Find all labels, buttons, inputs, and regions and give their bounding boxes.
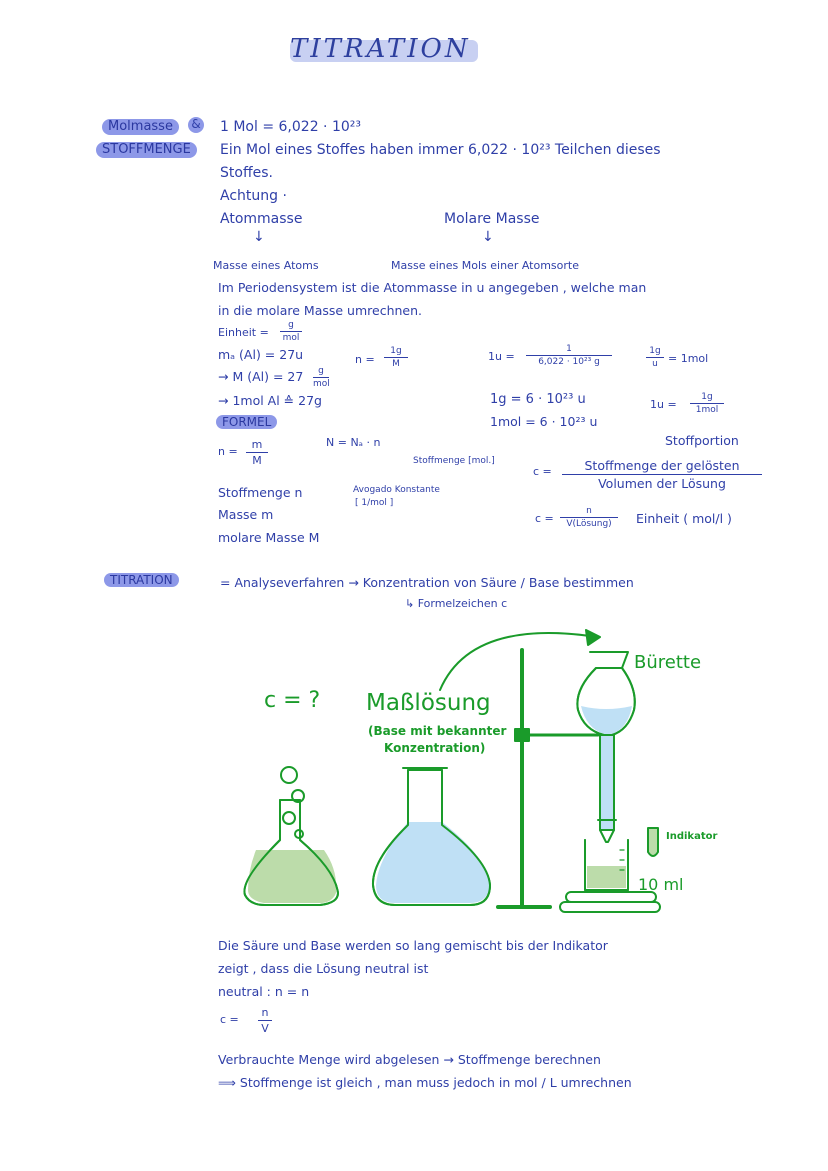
einheit-fraction: g mol [280,320,302,343]
label-atommasse: Atommasse [220,211,303,227]
text-line: Verbrauchte Menge wird abgelesen → Stoffmenge berechnen [218,1052,601,1067]
text-line: in die molare Masse umrechnen. [218,303,423,318]
titration-definition: = Analyseverfahren → Konzentration von Säure / Base bestimmen [220,575,634,590]
c2-fraction: n V(Lösung) [560,506,618,529]
u2-fraction: 1g 1mol [690,392,724,415]
n-fraction: 1g M [384,346,408,369]
atom-mass-al: mₐ (Al) = 27u [218,347,304,362]
legend-M: molare Masse M [218,530,320,545]
c-final-eq: c = [220,1013,239,1026]
einheit-label: Einheit = [218,326,269,339]
na-formula: N = Nₐ · n [326,436,381,449]
indikator-label: Indikator [666,831,718,842]
tag-stoffmenge: STOFFMENGE [96,142,197,158]
u2-equation: 1u = [650,398,677,411]
tag-molmasse: Molmasse [102,119,179,135]
tag-ampersand: & [188,117,204,133]
u-fraction: 1 6,022 · 10²³ g [526,344,612,367]
mol-line: 1mol = 6 · 10²³ u [490,414,598,429]
c-final-fraction: n V [258,1006,272,1035]
u-equation: 1u = [488,350,515,363]
burette-label: Bürette [634,652,702,673]
stoffportion-label: Stoffportion [665,433,739,448]
volume-label: 10 ml [638,875,684,894]
mol-al: → 1mol Al ≙ 27g [218,393,322,408]
stoffmenge-mol-label: Stoffmenge [mol.] [413,456,495,466]
text-line: ⟹ Stoffmenge ist gleich , man muss jedoch in mol / L umrechnen [218,1075,632,1090]
label-masse-mol: Masse eines Mols einer Atomsorte [391,259,579,272]
tag-formel: FORMEL [216,415,277,429]
tag-titration: TITRATION [104,573,179,587]
n-formula-fraction: m M [246,438,268,467]
legend-n: Stoffmenge n [218,485,303,500]
n-equation: n = [355,353,375,366]
molar-mass-al-unit: g mol [313,366,330,389]
molar-mass-al: → M (Al) = 27 [218,369,304,384]
g-per-u-fraction: 1g u [646,346,664,369]
text-line: Stoffes. [220,165,273,181]
c-fraction: Stoffmenge der gelösten Volumen der Lösung [562,458,762,491]
label-molare-masse: Molare Masse [444,211,540,227]
c2-equation: c = [535,512,554,525]
arrow-head-icon [586,630,600,645]
base-info-2: Konzentration) [384,741,486,755]
text-line: zeigt , dass die Lösung neutral ist [218,961,429,976]
arrow-down-icon: ↓ [482,229,494,245]
avogado-unit: [ 1/mol ] [355,498,394,508]
c-question: c = ? [264,688,321,713]
text-achtung: Achtung · [220,188,287,204]
legend-m: Masse m [218,507,274,522]
label-masse-atom: Masse eines Atoms [213,259,319,272]
g-per-u-eq: = 1mol [668,352,709,365]
formelzeichen: ↳ Formelzeichen c [405,597,508,610]
arrow-down-icon: ↓ [253,229,265,245]
n-formula: n = [218,445,238,458]
masslosung-label: Maßlösung [366,690,491,716]
base-info-1: (Base mit bekannter [368,724,507,738]
c2-unit: Einheit ( mol/l ) [636,511,732,526]
text-line: Die Säure und Base werden so lang gemischt bis der Indikator [218,938,608,953]
page-title: TITRATION [290,34,471,64]
avogado-label: Avogado Konstante [353,485,440,495]
neutral-line: neutral : n = n [218,984,310,999]
text-line: Ein Mol eines Stoffes haben immer 6,022 · 10²³ Teilchen dieses [220,142,661,158]
text-line: Im Periodensystem ist die Atommasse in u angegeben , welche man [218,280,647,295]
mol-definition: 1 Mol = 6,022 · 10²³ [220,119,361,135]
c-equation: c = [533,465,552,478]
g-line: 1g = 6 · 10²³ u [490,392,586,407]
